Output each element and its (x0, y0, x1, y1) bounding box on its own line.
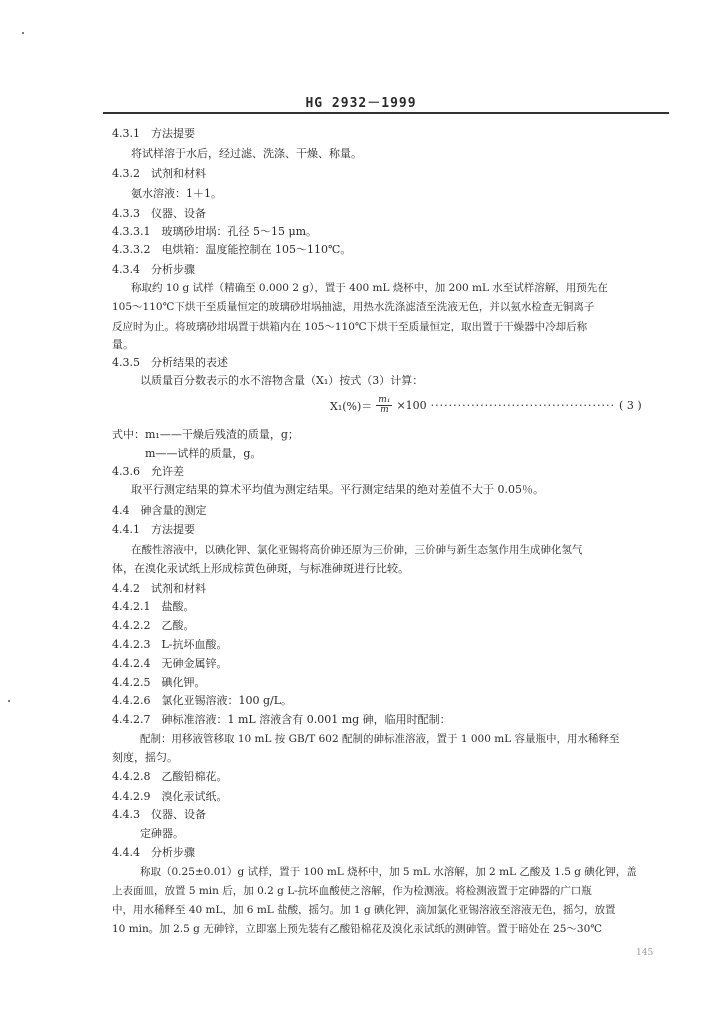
formula-denominator: m (380, 405, 389, 415)
text-line: 反应时为止。将玻璃砂坩埚置于烘箱内在 105～110℃下烘干至质量恒定，取出置于干燥器中冷却后称 (112, 321, 588, 333)
text-line: 中，用水稀释至 40 mL，加 6 mL 盐酸，摇匀。加 1 g 碘化钾，滴加氯化亚锡溶液至溶液无色，摇匀，放置 (112, 904, 616, 916)
text-line: 105～110℃下烘干至质量恒定的玻璃砂坩埚抽滤，用热水洗涤滤渣至洗液无色，并以氨水检查无铜离子 (112, 301, 595, 313)
formula-numerator: m₁ (378, 395, 391, 405)
text-line: 4.3.2 试剂和材料 (112, 167, 206, 180)
text-line: 4.4.3 仪器、设备 (112, 808, 206, 821)
text-line: 4.4.2.6 氯化亚锡溶液：100 g/L。 (112, 694, 293, 707)
text-line: 量。 (112, 338, 134, 351)
text-line: 4.4.2.1 盐酸。 (112, 600, 195, 613)
text-line: 配制：用移液管移取 10 mL 按 GB/T 602 配制的砷标准溶液，置于 1 000 mL 容量瓶中，用水稀释至 (140, 733, 620, 745)
header-rule (103, 112, 669, 114)
text-line: 4.3.5 分析结果的表述 (112, 356, 228, 369)
formula-fraction (376, 396, 392, 415)
text-line: 4.4 砷含量的测定 (112, 504, 207, 517)
text-line: 以质量百分数表示的水不溶物含量（X₁）按式（3）计算： (140, 374, 424, 387)
text-line: 4.4.4 分析步骤 (112, 846, 195, 859)
text-line: 称取约 10 g 试样（精确至 0.000 2 g），置于 400 mL 烧杯中，加 200 mL 水至试样溶解，用预先在 (131, 282, 608, 294)
text-line: 4.3.1 方法提要 (112, 127, 195, 140)
formula-leader: ········································· (430, 399, 616, 412)
page-number: 145 (636, 948, 654, 958)
scan-speck (8, 700, 10, 702)
text-line: 4.3.3.2 电烘箱：温度能控制在 105～110℃。 (112, 243, 352, 256)
text-line: 4.4.2.7 砷标准溶液：1 mL 溶液含有 0.001 mg 砷，临用时配制： (112, 713, 451, 726)
text-line: 4.4.2.9 溴化汞试纸。 (112, 790, 228, 803)
formula-number: ( 3 ) (619, 399, 642, 412)
text-line: 10 min。加 2.5 g 无砷锌，立即塞上预先装有乙酸铅棉花及溴化汞试纸的测砷管。置于暗处在 25～30℃ (112, 923, 603, 935)
text-line: 4.4.2.8 乙酸铅棉花。 (112, 770, 228, 783)
text-line: 称取（0.25±0.01）g 试样，置于 100 mL 烧杯中，加 5 mL 水溶解，加 2 mL 乙酸及 1.5 g 碘化钾，盖 (140, 866, 637, 878)
text-line: 上表面皿，放置 5 min 后，加 0.2 g L-抗坏血酸使之溶解，作为检测液。将检测液置于定砷器的广口瓶 (112, 885, 592, 897)
formula-lhs: X₁(%)＝ (330, 399, 373, 413)
text-line: 定砷器。 (140, 827, 184, 840)
text-line: 4.3.3 仪器、设备 (112, 207, 206, 220)
text-line: 刻度，摇匀。 (112, 751, 178, 764)
text-line: 在酸性溶液中，以碘化钾、氯化亚锡将高价砷还原为三价砷，三价砷与新生态氢作用生成砷化氢气 (131, 544, 583, 556)
text-line: 4.4.2.2 乙酸。 (112, 619, 195, 632)
text-line: 4.3.4 分析步骤 (112, 263, 195, 276)
text-line: 4.4.2.5 碘化钾。 (112, 676, 206, 689)
scan-speck (22, 32, 24, 34)
text-line: 4.4.1 方法提要 (112, 523, 195, 536)
text-line: 体，在溴化汞试纸上形成棕黄色砷斑，与标准砷斑进行比较。 (112, 562, 409, 575)
text-line: 4.3.3.1 玻璃砂坩埚：孔径 5～15 μm。 (112, 225, 318, 238)
formula-3 (330, 396, 642, 415)
text-line: m——试样的质量，g。 (145, 447, 262, 460)
text-line: 式中：m₁——干燥后残渣的质量，g； (112, 428, 299, 441)
text-line: 4.4.2 试剂和材料 (112, 582, 206, 595)
text-line: 取平行测定结果的算术平均值为测定结果。平行测定结果的绝对差值不大于 0.05％。 (131, 483, 544, 496)
text-line: 4.4.2.3 L-抗坏血酸。 (112, 638, 228, 651)
text-line: 氨水溶液：1＋1。 (131, 187, 222, 200)
formula-rhs: ×100 (396, 399, 427, 412)
standard-number-header: HG 2932－1999 (305, 96, 417, 111)
text-line: 将试样溶于水后，经过滤、洗涤、干燥、称量。 (131, 147, 362, 160)
text-line: 4.4.2.4 无砷金属锌。 (112, 657, 228, 670)
text-line: 4.3.6 允许差 (112, 465, 184, 478)
